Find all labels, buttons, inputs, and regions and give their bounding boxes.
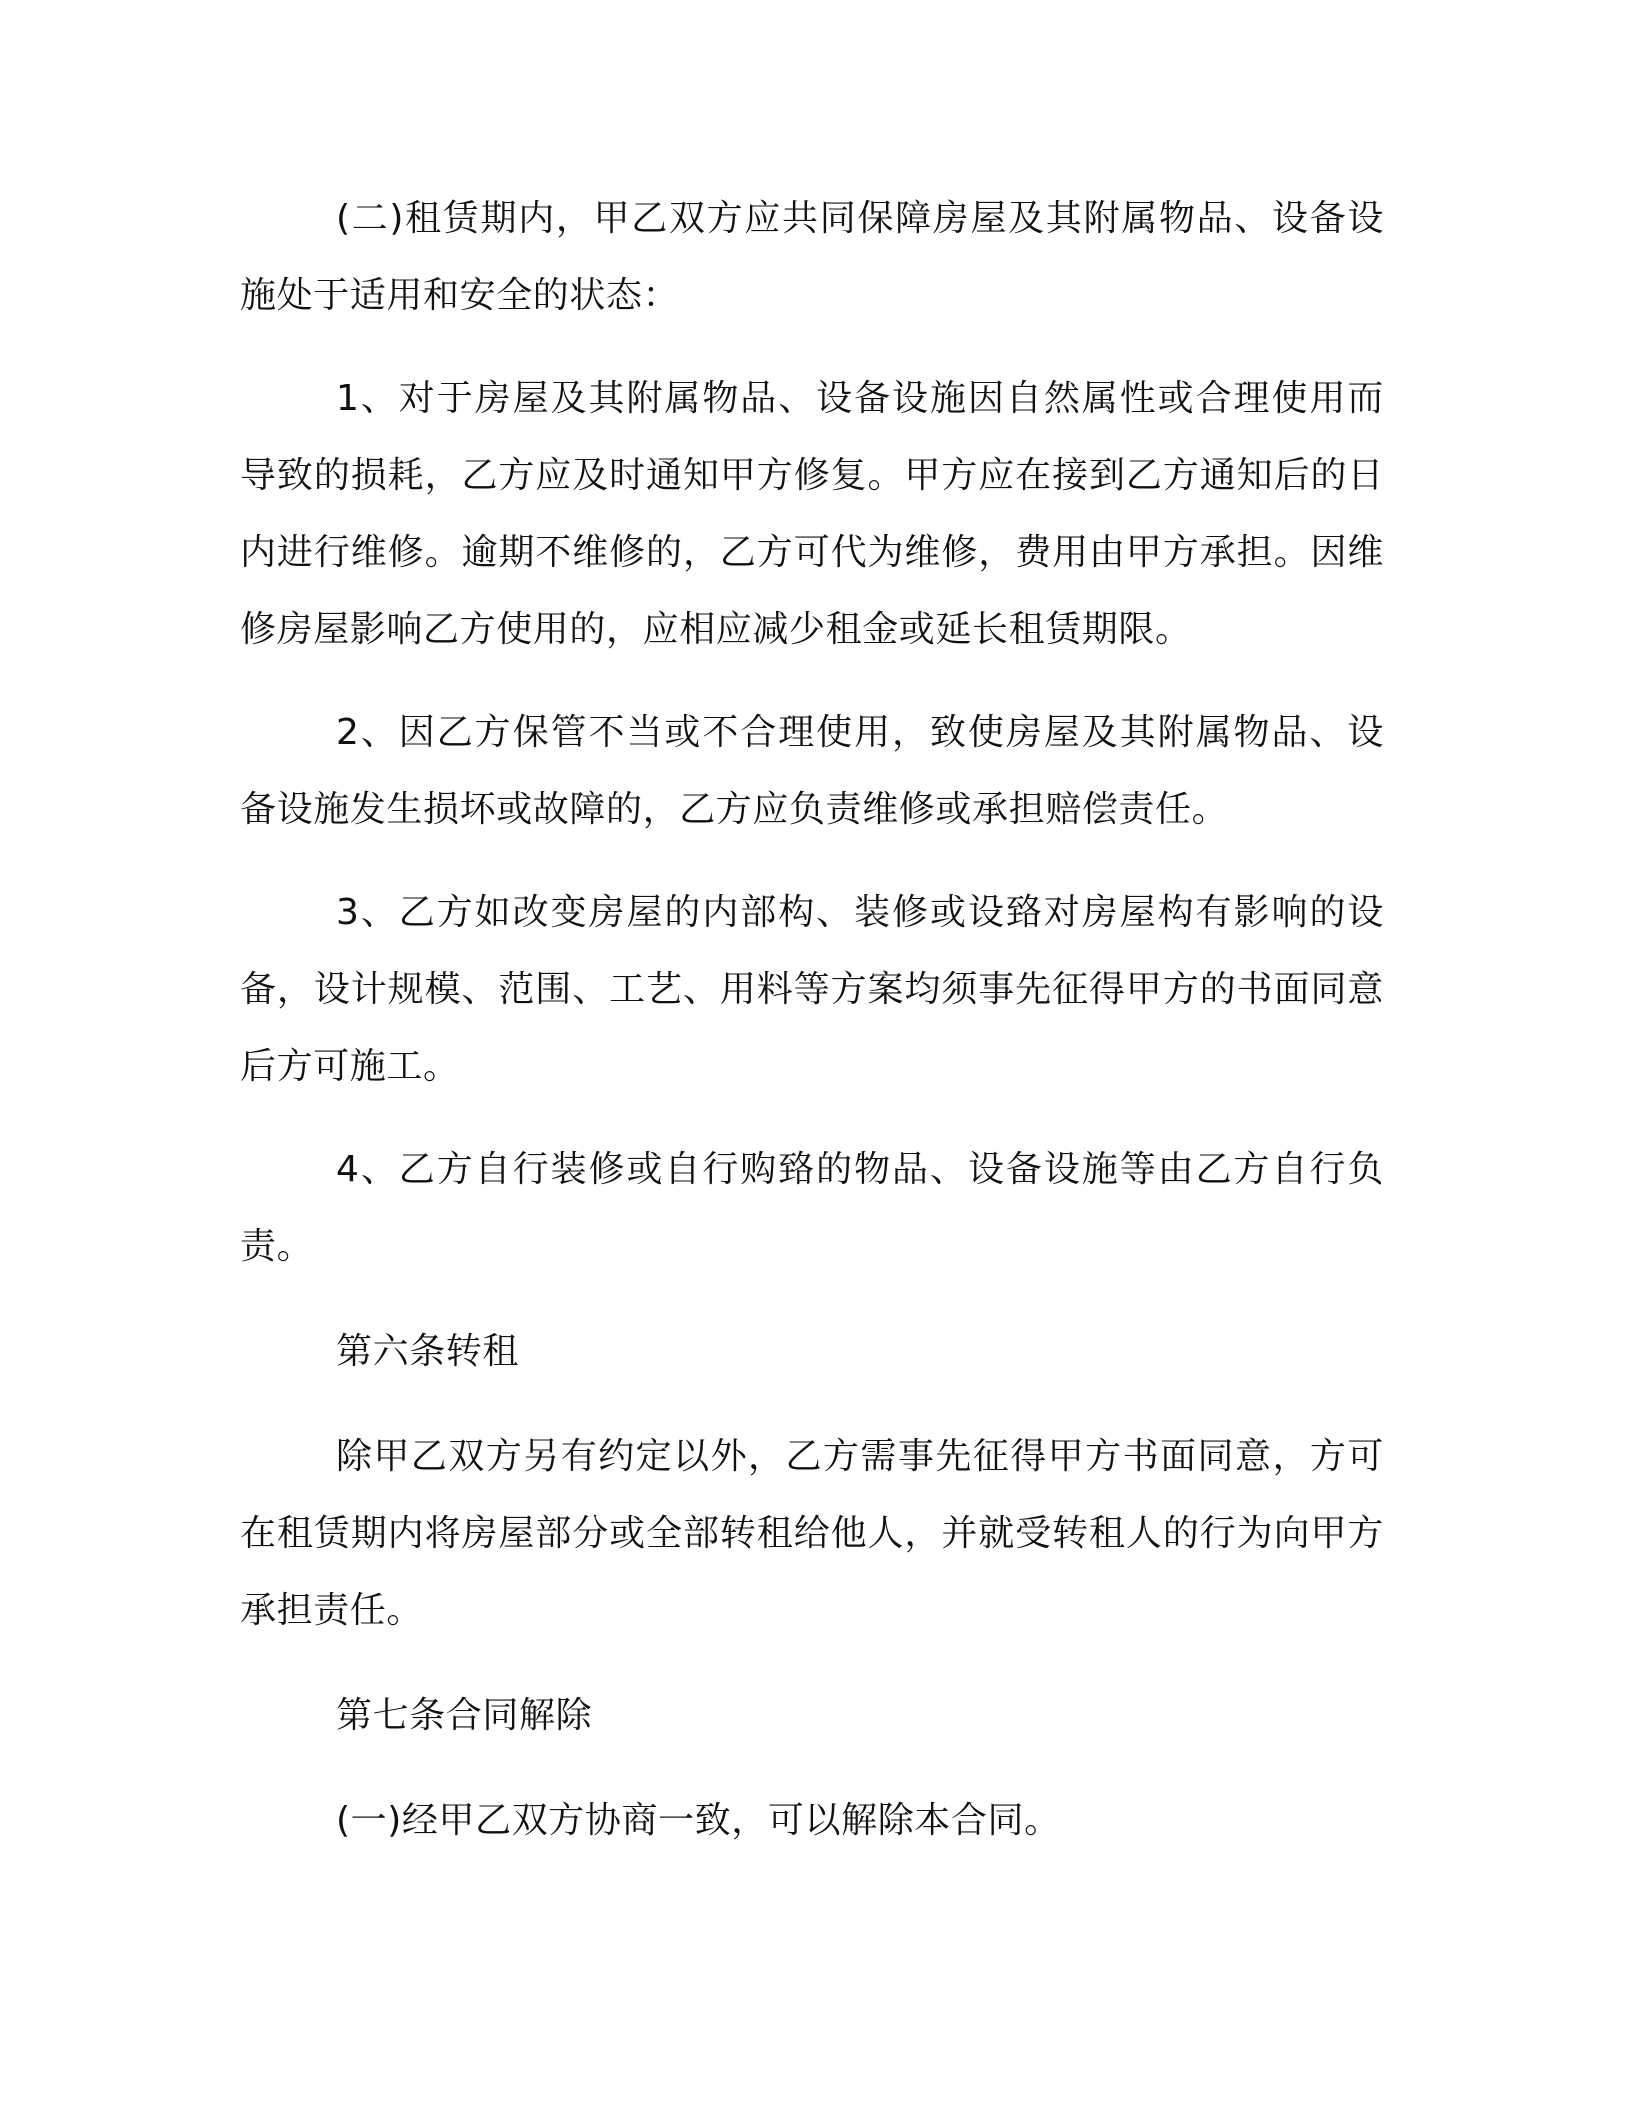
paragraph-clause-4: 4、乙方自行装修或自行购臵的物品、设备设施等由乙方自行负责。: [240, 1149, 1384, 1267]
section-heading-sublease: 第六条转租: [336, 1331, 520, 1372]
paragraph-clause-2: 2、因乙方保管不当或不合理使用，致使房屋及其附属物品、设备设施发生损坏或故障的，乙方应负责维修或承担赔偿责任。: [240, 712, 1384, 830]
paragraph-clause-3: 3、乙方如改变房屋的内部构、装修或设臵对房屋构有影响的设备，设计规模、范围、工艺、用料等方案均须事先征得甲方的书面同意后方可施工。: [240, 892, 1384, 1087]
paragraph-sublease: 除甲乙双方另有约定以外，乙方需事先征得甲方书面同意，方可在租赁期内将房屋部分或全部转租给他人，并就受转租人的行为向甲方承担责任。: [240, 1436, 1384, 1631]
paragraph-clause-1: 1、对于房屋及其附属物品、设备设施因自然属性或合理使用而导致的损耗，乙方应及时通知甲方修复。甲方应在接到乙方通知后的日内进行维修。逾期不维修的，乙方可代为维修，费用由甲方承担。因维修房屋影响乙方使用的，应相应减少租金或延长租赁期限。: [240, 378, 1384, 650]
document-body: [240, 180, 1384, 1859]
paragraph-maintenance-obligation: (二)租赁期内，甲乙双方应共同保障房屋及其附属物品、设备设施处于适用和安全的状态：: [240, 198, 1384, 316]
paragraph-termination-1: (一)经甲乙双方协商一致，可以解除本合同。: [336, 1800, 1061, 1841]
section-heading-termination: 第七条合同解除: [336, 1695, 593, 1736]
